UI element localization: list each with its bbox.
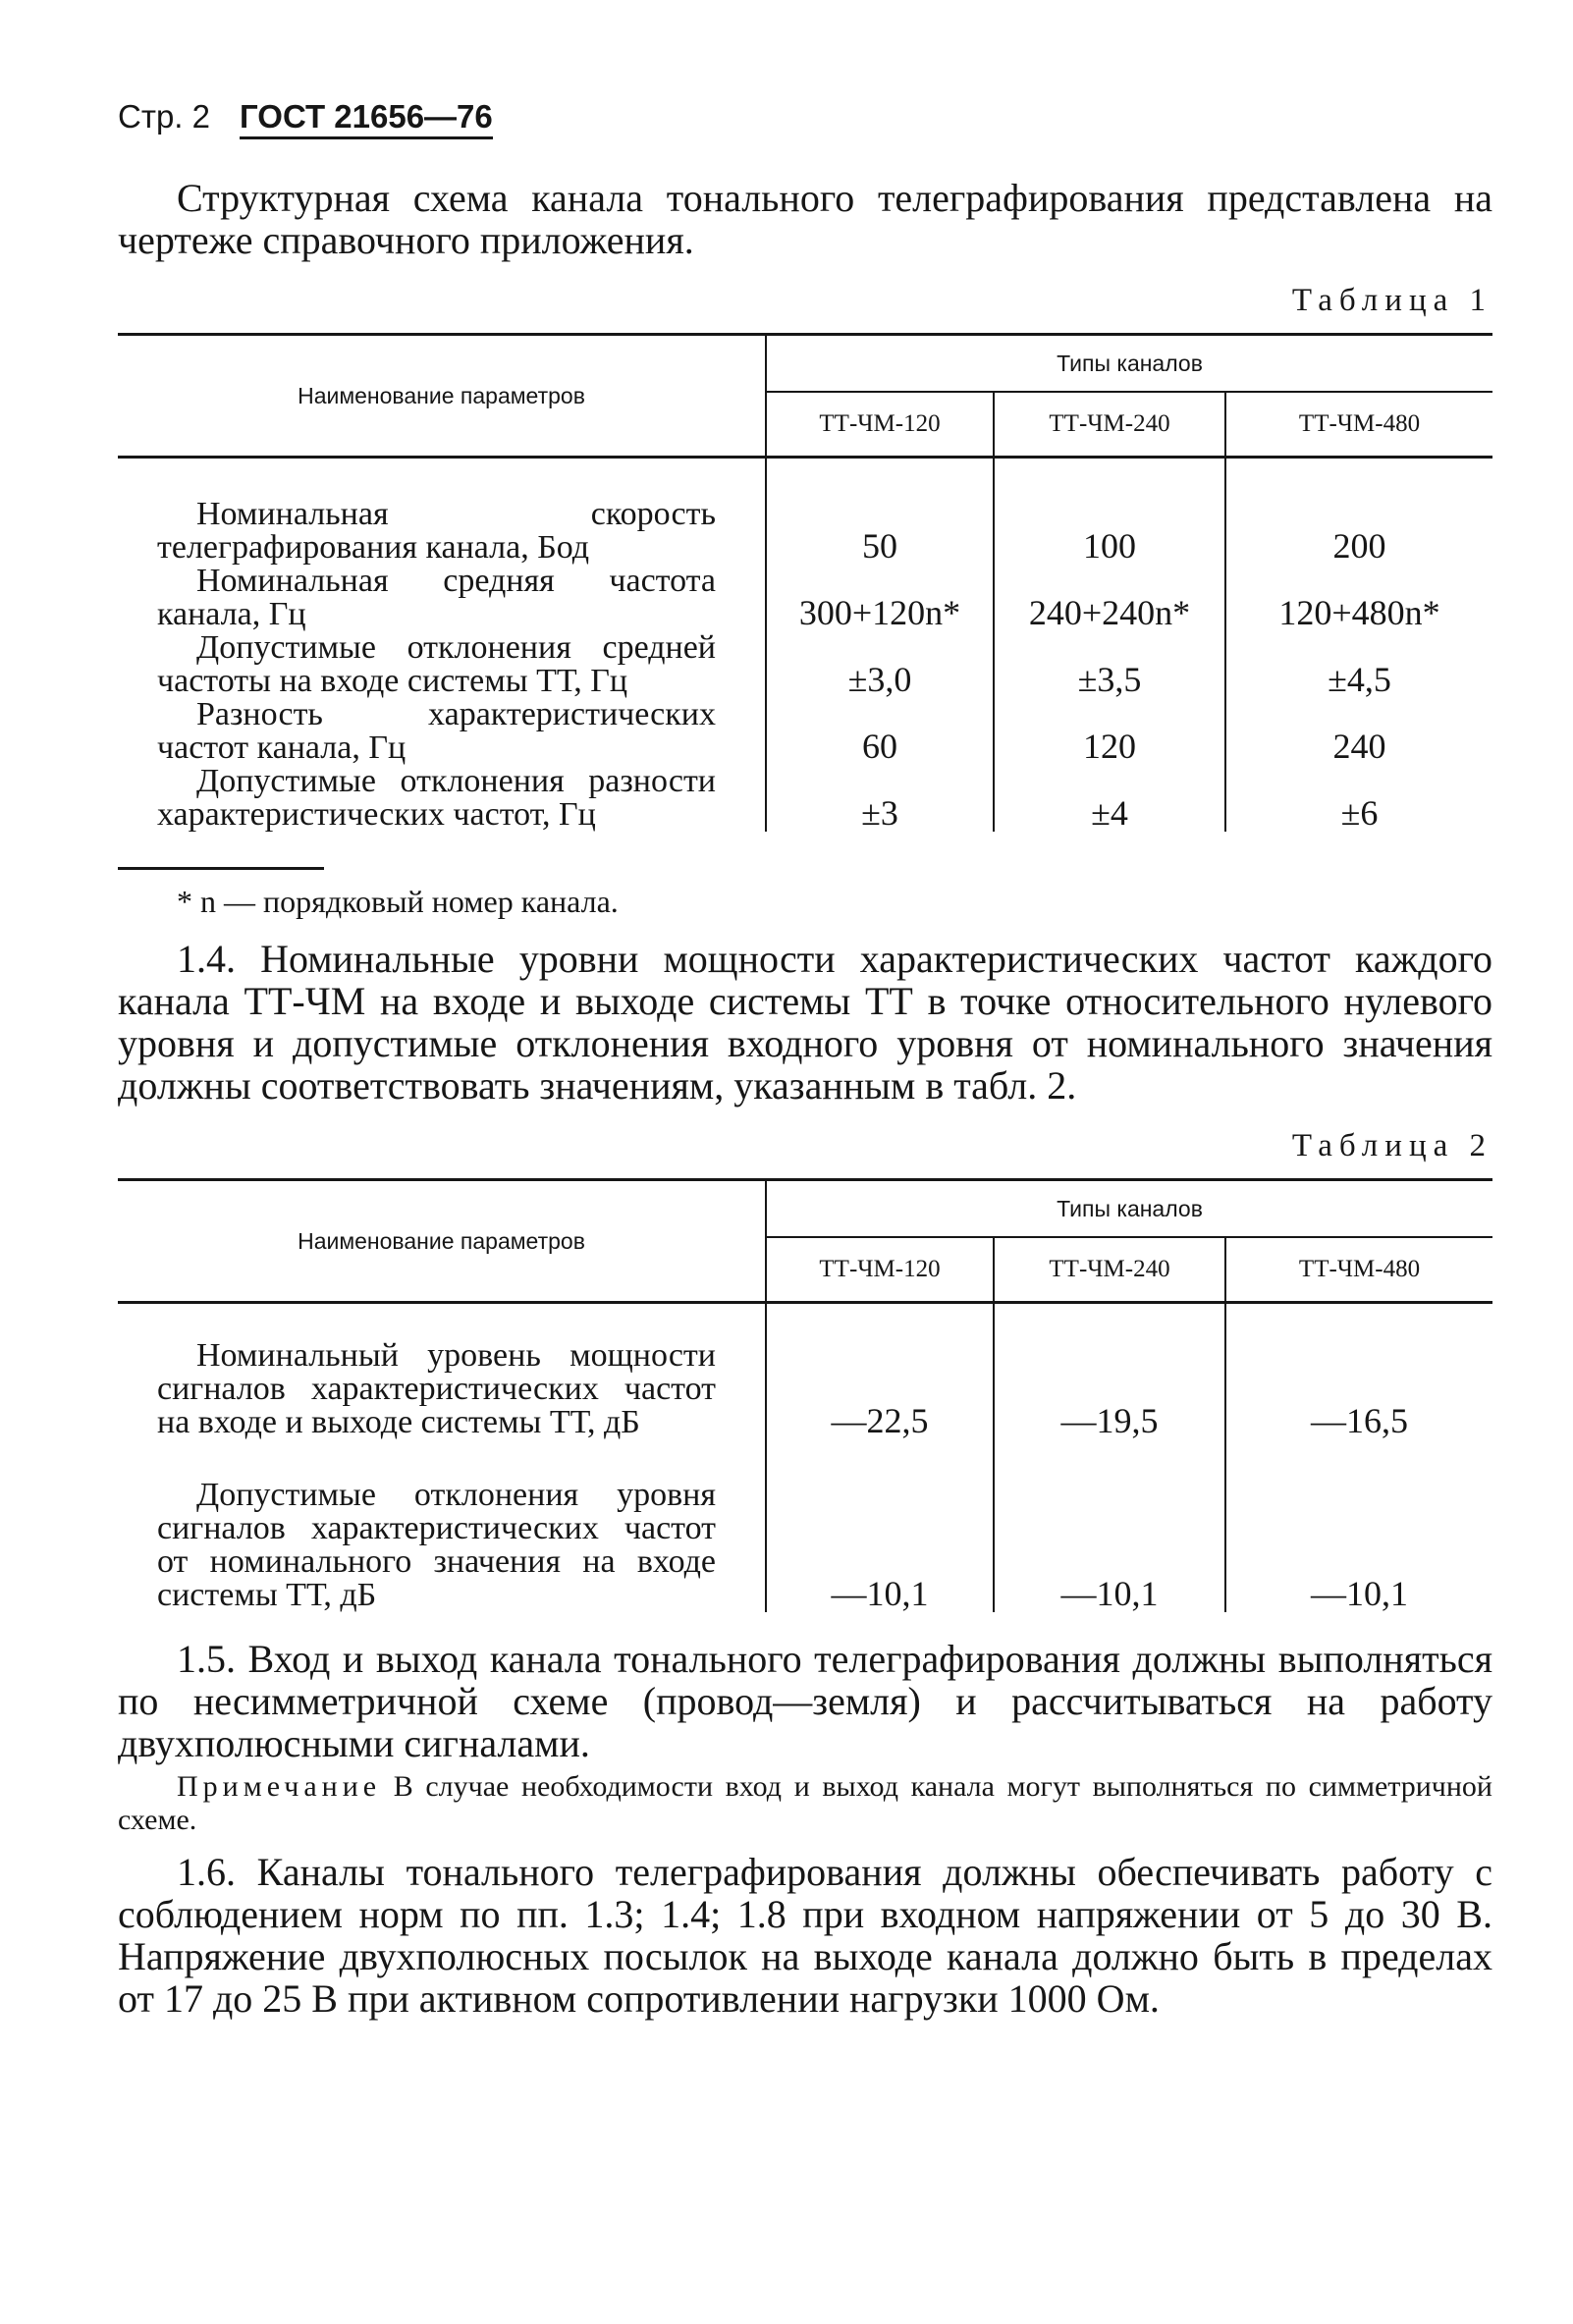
table1-caption: Таблица 1 [1291, 283, 1492, 318]
value-cell: 60 [766, 698, 994, 765]
table1-col-header: ТТ-ЧМ-120 [766, 392, 994, 458]
value-cell: ±3,5 [994, 631, 1225, 698]
document-page [118, 98, 1492, 2020]
page-header [118, 98, 1492, 135]
table1-group-header: Типы каналов [766, 335, 1492, 393]
value-cell: —10,1 [1225, 1439, 1492, 1612]
table2-col-header: ТТ-ЧМ-480 [1225, 1237, 1492, 1303]
table-row [118, 698, 1492, 765]
param-name: Номинальная скорость телеграфирования канала, Бод [157, 496, 716, 566]
table2-col-header: ТТ-ЧМ-120 [766, 1237, 994, 1303]
intro-paragraph: Структурная схема канала тонального телеграфирования представлена на чертеже справочного приложения. [118, 176, 1492, 262]
value-cell: —16,5 [1225, 1303, 1492, 1440]
table2-col-header: ТТ-ЧМ-240 [994, 1237, 1225, 1303]
value-cell: —10,1 [994, 1439, 1225, 1612]
value-cell: —19,5 [994, 1303, 1225, 1440]
paragraph-1-5: 1.5. Вход и выход канала тонального телеграфирования должны выполняться по несимметричной схеме (провод—земля) и рассчитываться на работу двухполюсными сигналами. [118, 1637, 1492, 1765]
table-row [118, 1439, 1492, 1612]
param-name: Номинальная средняя частота канала, Гц [157, 563, 716, 632]
footnote-rule [118, 867, 324, 870]
value-cell: ±3 [766, 765, 994, 832]
table2-group-header: Типы каналов [766, 1180, 1492, 1238]
value-cell: 120 [994, 698, 1225, 765]
value-cell: 50 [766, 458, 994, 566]
value-cell: —22,5 [766, 1303, 994, 1440]
table-1 [118, 333, 1492, 832]
value-cell: 200 [1225, 458, 1492, 566]
table2-param-header: Наименование параметров [118, 1180, 766, 1303]
paragraph-1-4: 1.4. Номинальные уровни мощности характеристических частот каждого канала ТТ-ЧМ на входе и выходе системы ТТ в точке относительного нулевого уровня и допустимые отклонения входного уровня от номинального значения должны соответствовать значениям, указанным в табл. 2. [118, 937, 1492, 1108]
note-label: Примечание [177, 1770, 382, 1803]
param-name: Допустимые отклонения разности характеристических частот, Гц [157, 763, 716, 833]
value-cell: 120+480n* [1225, 565, 1492, 631]
value-cell: ±4 [994, 765, 1225, 832]
note-text: В случае необходимости вход и выход канала могут выполняться по симметричной схеме. [118, 1770, 1492, 1836]
table-row [118, 565, 1492, 631]
note-paragraph [118, 1770, 1492, 1837]
table1-param-header: Наименование параметров [118, 335, 766, 458]
table-row [118, 765, 1492, 832]
value-cell: —10,1 [766, 1439, 994, 1612]
table-row [118, 1303, 1492, 1440]
value-cell: 300+120n* [766, 565, 994, 631]
table1-col-header: ТТ-ЧМ-240 [994, 392, 1225, 458]
param-name: Допустимые отклонения уровня сигналов характеристических частот от номинального значения на входе системы ТТ, дБ [157, 1477, 716, 1613]
paragraph-1-6: 1.6. Каналы тонального телеграфирования должны обеспечивать работу с соблюдением норм по пп. 1.3; 1.4; 1.8 при входном напряжении от 5 до 30 В. Напряжение двухполюсных посылок на выходе канала должно быть в пределах от 17 до 25 В при активном сопротивлении нагрузки 1000 Ом. [118, 1850, 1492, 2021]
value-cell: ±4,5 [1225, 631, 1492, 698]
table-row [118, 631, 1492, 698]
footnote: * n — порядковый номер канала. [177, 884, 619, 919]
table2-caption: Таблица 2 [1291, 1128, 1492, 1163]
param-name: Допустимые отклонения средней частоты на входе системы ТТ, Гц [157, 629, 716, 699]
value-cell: ±6 [1225, 765, 1492, 832]
page-number: Стр. 2 [118, 98, 210, 135]
param-name: Разность характеристических частот канала, Гц [157, 696, 716, 766]
value-cell: ±3,0 [766, 631, 994, 698]
table-2 [118, 1178, 1492, 1612]
value-cell: 100 [994, 458, 1225, 566]
table1-col-header: ТТ-ЧМ-480 [1225, 392, 1492, 458]
value-cell: 240+240n* [994, 565, 1225, 631]
value-cell: 240 [1225, 698, 1492, 765]
table-row [118, 458, 1492, 566]
param-name: Номинальный уровень мощности сигналов характеристических частот на входе и выходе системы ТТ, дБ [157, 1337, 716, 1440]
document-code: ГОСТ 21656—76 [240, 98, 493, 139]
